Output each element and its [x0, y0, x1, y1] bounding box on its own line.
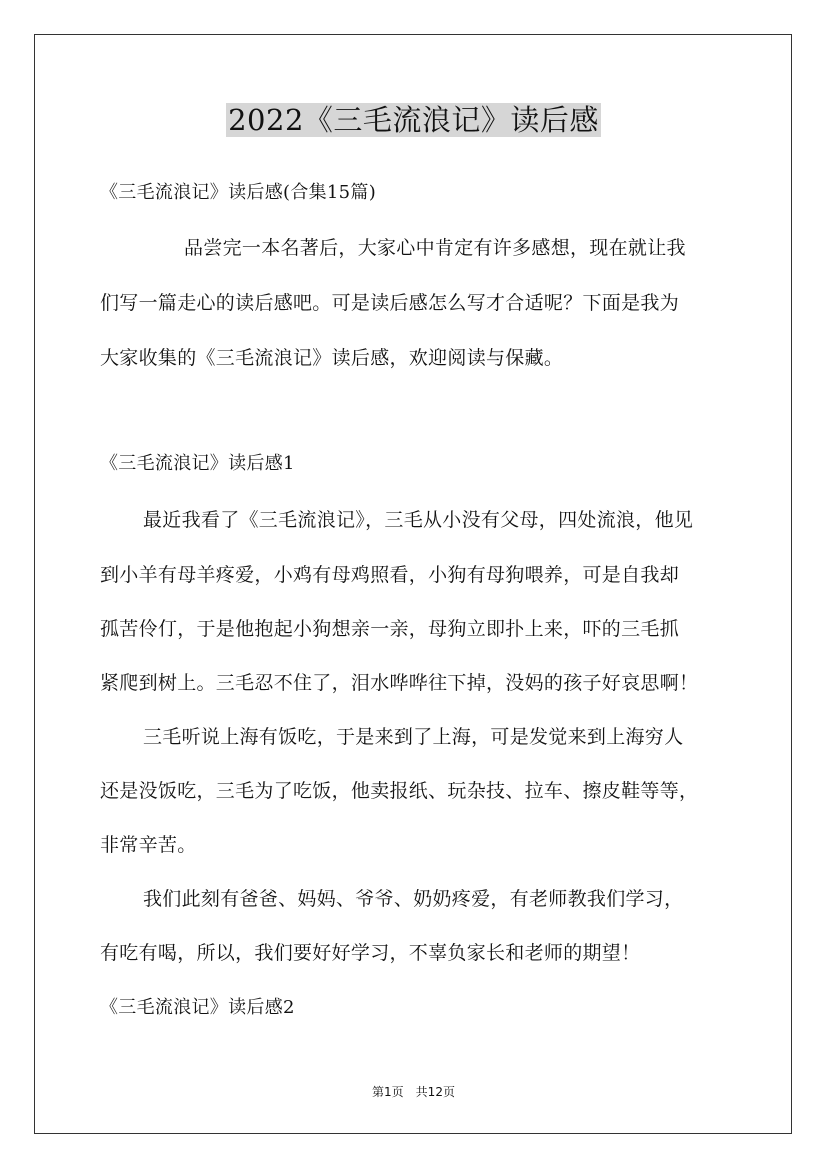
section-heading-2: 《三毛流浪记》读后感2	[100, 997, 295, 1018]
section-heading-1: 《三毛流浪记》读后感1	[100, 453, 295, 474]
paragraph-line: 还是没饭吃，三毛为了吃饭，他卖报纸、玩杂技、拉车、擦皮鞋等等，	[100, 780, 699, 802]
paragraph-line: 孤苦伶仃，于是他抱起小狗想亲一亲，母狗立即扑上来，吓的三毛抓	[100, 618, 680, 640]
document-title-wrap	[0, 100, 827, 140]
paragraph-line: 紧爬到树上。三毛忍不住了，泪水哗哗往下掉，没妈的孩子好哀思啊！	[100, 672, 699, 694]
paragraph-line: 三毛听说上海有饭吃，于是来到了上海，可是发觉来到上海穷人	[143, 726, 684, 748]
paragraph-line: 我们此刻有爸爸、妈妈、爷爷、奶奶疼爱，有老师教我们学习，	[143, 888, 684, 910]
paragraph-line: 有吃有喝，所以，我们要好好学习，不辜负家长和老师的期望！	[100, 942, 641, 964]
paragraph-line: 非常辛苦。	[100, 834, 197, 856]
paragraph-line: 最近我看了《三毛流浪记》，三毛从小没有父母，四处流浪，他见	[143, 509, 694, 531]
intro-line-2: 们写一篇走心的读后感吧。可是读后感怎么写才合适呢？下面是我为	[100, 292, 680, 314]
document-title: 2022《三毛流浪记》读后感	[228, 103, 599, 137]
intro-line-1: 品尝完一本名著后，大家心中肯定有许多感想，现在就让我	[184, 237, 686, 259]
document-subtitle: 《三毛流浪记》读后感(合集15篇)	[100, 182, 377, 203]
paragraph-line: 到小羊有母羊疼爱，小鸡有母鸡照看，小狗有母狗喂养，可是自我却	[100, 564, 680, 586]
intro-line-3: 大家收集的《三毛流浪记》读后感，欢迎阅读与保藏。	[100, 347, 564, 369]
page-number: 第1页 共12页	[372, 1085, 455, 1099]
